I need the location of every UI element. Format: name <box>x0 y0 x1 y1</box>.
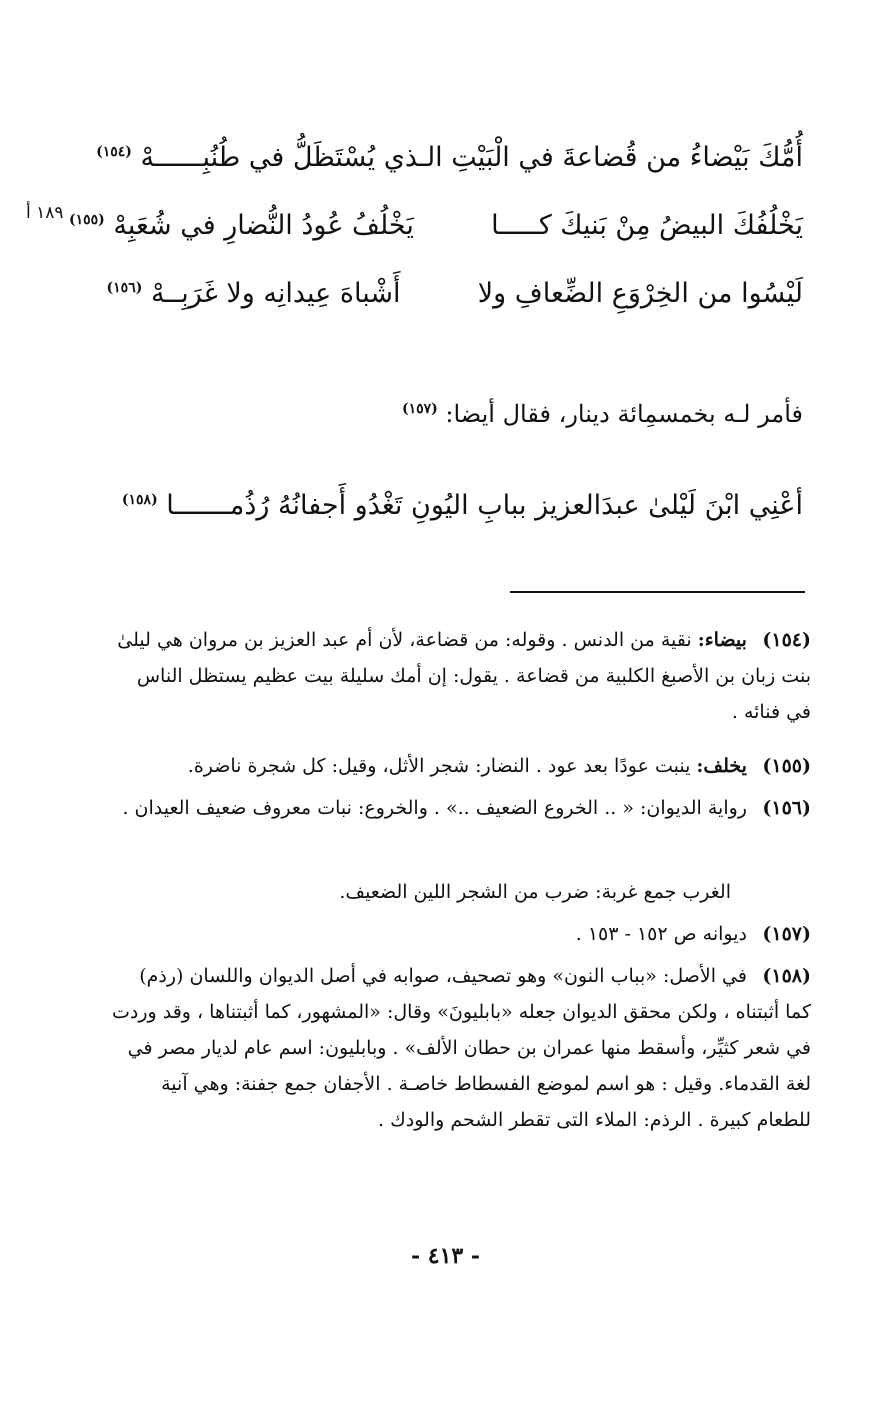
footnote-number: (١٥٤) <box>762 629 811 651</box>
footnote-number: (١٥٧) <box>762 923 811 945</box>
verse-2 <box>69 200 803 246</box>
footnote-text: ديوانه ص ١٥٢ - ١٥٣ . <box>575 923 747 945</box>
page-number: - ٤١٣ - <box>410 1243 481 1269</box>
verse-3-second-hemistich: أَشْباهَ عِيدانِه ولا غَرَبِــهْ <box>150 278 401 309</box>
verse-3-ref: (١٥٦) <box>106 280 143 296</box>
footnote-157 <box>111 916 811 952</box>
verse-2-second-hemistich: يَخْلُفُ عُودُ النُّضارِ في شُعَبِهْ <box>113 210 414 241</box>
footnote-number: (١٥٨) <box>762 965 811 987</box>
verse-1 <box>96 132 803 178</box>
verse-1-text: أُمُّكَ بَيْضاءُ من قُضاعةَ في الْبَيْتِ الـذي يُسْتَظَلُّ في طُنُبِــــــهْ <box>140 142 803 173</box>
prose-ref: (١٥٧) <box>401 401 438 417</box>
verse-2-ref: (١٥٥) <box>68 212 105 228</box>
footnote-lead: يخلف: <box>696 755 747 777</box>
verse-1-ref: (١٥٤) <box>96 144 132 160</box>
prose-line <box>402 400 803 428</box>
verse-4 <box>122 480 803 526</box>
footnote-155 <box>111 748 811 784</box>
footnote-number: (١٥٥) <box>762 755 811 777</box>
verse-4-ref: (١٥٨) <box>121 492 158 508</box>
prose-text: فأمر لـه بخمسمِائة دينار، فقال أيضا: <box>445 400 803 428</box>
verse-3-first-hemistich: لَيْسُوا من الخِرْوَعِ الضِّعافِ ولا <box>477 278 803 309</box>
footnote-156-continuation: الغرب جمع غربة: ضرب من الشجر اللين الضعيف. <box>339 881 731 903</box>
verse-3 <box>107 268 803 314</box>
margin-folio-note: ١٨٩ أ <box>26 203 64 223</box>
footnote-separator <box>510 591 805 593</box>
footnote-text: في الأصل: «بباب النون» وهو تصحيف، صوابه في أصل الديوان واللسان (رذم) كما أثبتناه ، ولكن محقق الديوان جعله «بابليونَ» وقال: «المشهور، كما أثبتناها ، وقد وردت في شعر كثيِّر، وأسقط منها عمران بن حطان الألف» . وبابليون: اسم عام لديار مصر في لغة القدماء. وقيل : هو اسم لموضع الفسطاط خاصـة . الأجفان جمع جفنة: وهي آنية للطعام كبيرة . الرذم: الملاء التى تقطر الشحم والودك . <box>111 965 811 1131</box>
verse-2-first-hemistich: يَخْلُفُكَ البيضُ مِنْ بَنيكَ كـــــا <box>491 210 803 241</box>
footnote-lead: بيضاء: <box>697 629 747 651</box>
footnote-text: ينبت عودًا بعد عود . النضار: شجر الأثل، وقيل: كل شجرة ناضرة. <box>187 755 691 777</box>
footnote-number: (١٥٦) <box>762 797 811 819</box>
footnote-text: رواية الديوان: « .. الخروع الضعيف ..» . والخروع: نبات معروف ضعيف العيدان . <box>122 797 747 819</box>
verse-4-text: أعْنِي ابْنَ لَيْلىٰ عبدَالعزيز ببابِ اليُونِ تَغْدُو أَجفانُهُ رُذُمـــــــا <box>166 490 803 521</box>
footnote-158 <box>111 958 811 1138</box>
footnote-156 <box>111 790 811 826</box>
footnote-154 <box>111 622 811 730</box>
footnote-text: نقية من الدنس . وقوله: من قضاعة، لأن أم عبد العزيز بن مروان هي ليلىٰ بنت زبان بن الأصبغ الكلبية من قضاعة . يقول: إن أمك سليلة بيت عظيم يستظل الناس في فنائه . <box>117 629 811 723</box>
